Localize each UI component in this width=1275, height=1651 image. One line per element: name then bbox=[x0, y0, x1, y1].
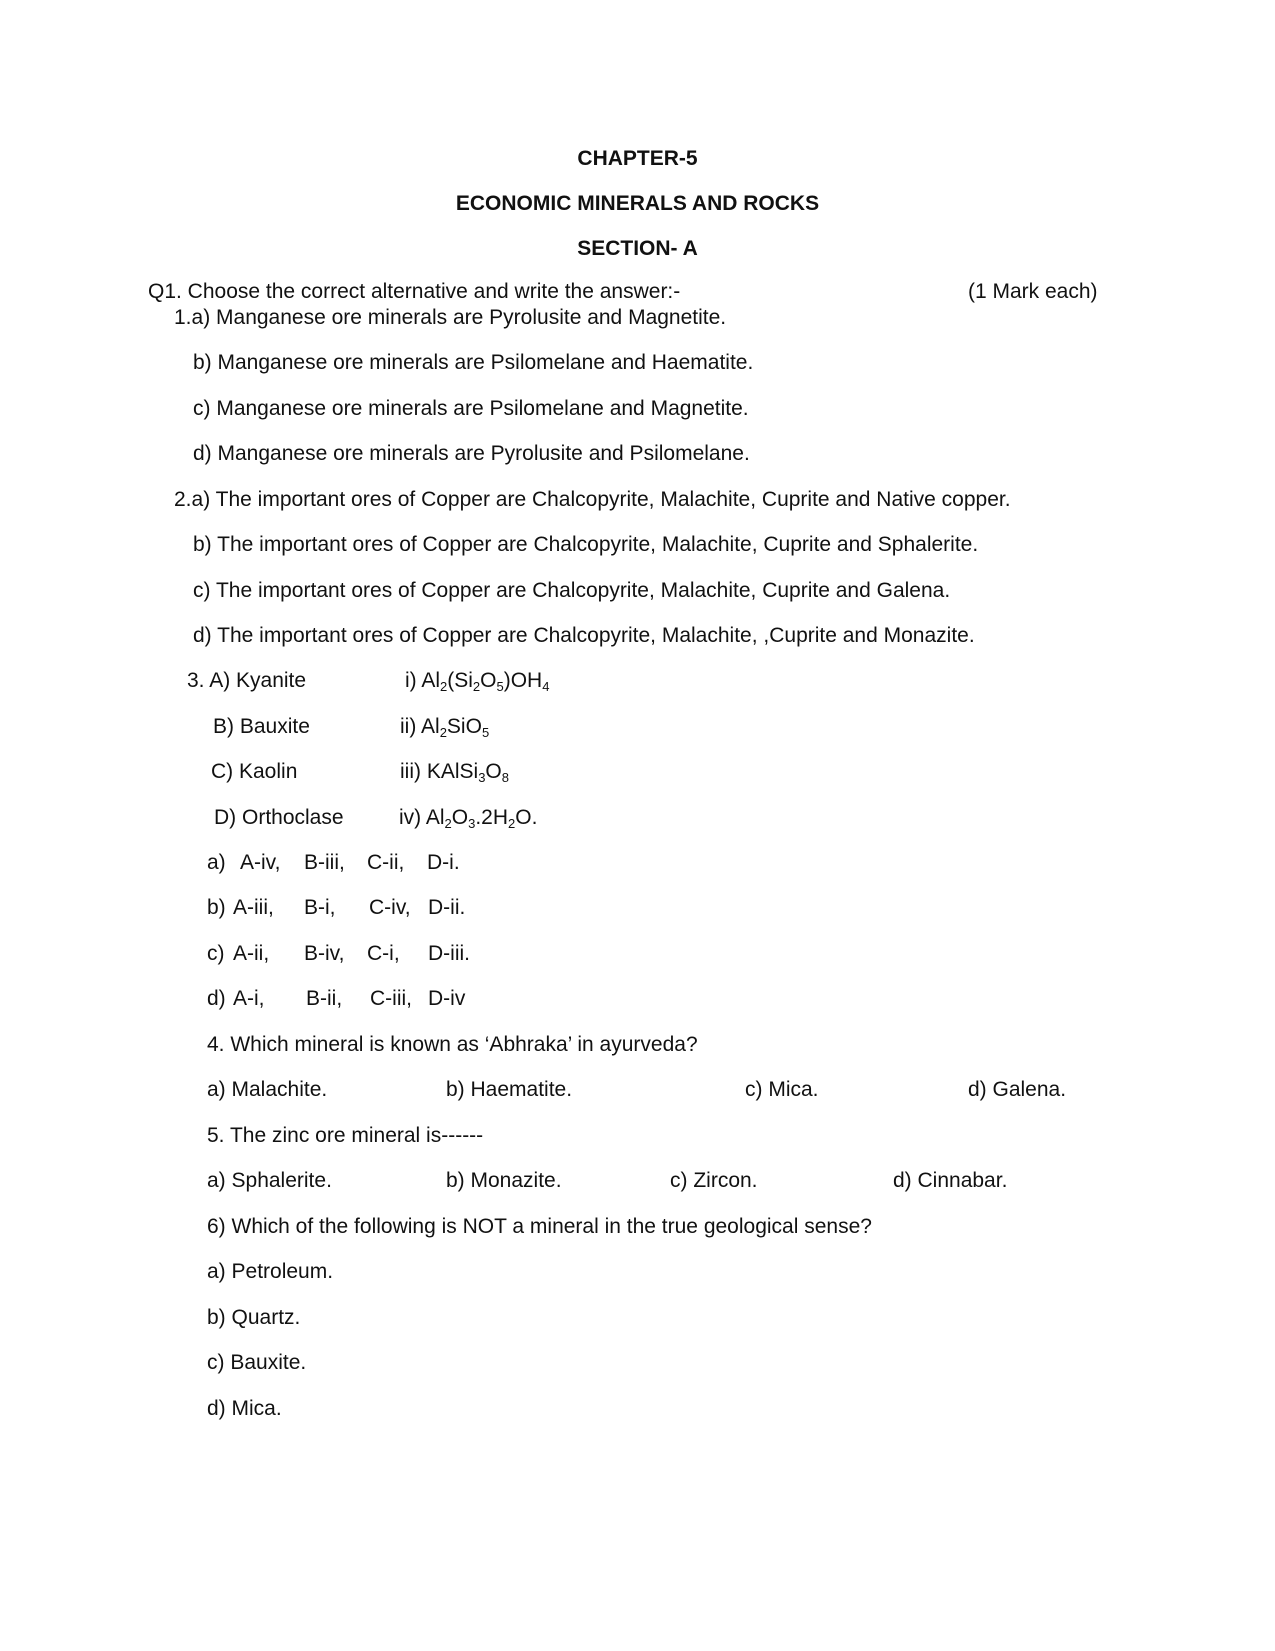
q1-option-c: c) Manganese ore minerals are Psilomelane and Magnetite. bbox=[193, 397, 749, 420]
q5-text: 5. The zinc ore mineral is------ bbox=[207, 1124, 484, 1147]
q5-option-c: c) Zircon. bbox=[670, 1169, 758, 1192]
q6-option-c: c) Bauxite. bbox=[207, 1351, 307, 1374]
q1-option-a: 1.a) Manganese ore minerals are Pyrolusite and Magnetite. bbox=[174, 306, 727, 329]
q3-left-b: B) Bauxite bbox=[213, 715, 310, 738]
q6-text: 6) Which of the following is NOT a mineral in the true geological sense? bbox=[207, 1215, 872, 1238]
q5-option-b: b) Monazite. bbox=[446, 1169, 562, 1192]
chapter-heading: CHAPTER-5 bbox=[577, 147, 698, 170]
q4-option-c: c) Mica. bbox=[745, 1078, 819, 1101]
q5-option-a: a) Sphalerite. bbox=[207, 1169, 332, 1192]
q3-left-a: 3. A) Kyanite bbox=[187, 669, 307, 692]
section-heading: SECTION- A bbox=[577, 237, 698, 260]
q2-option-c: c) The important ores of Copper are Chalcopyrite, Malachite, Cuprite and Galena. bbox=[193, 579, 951, 602]
q6-option-b: b) Quartz. bbox=[207, 1306, 301, 1329]
q1-marks: (1 Mark each) bbox=[968, 280, 1098, 303]
q4-option-b: b) Haematite. bbox=[446, 1078, 573, 1101]
q3-left-c: C) Kaolin bbox=[211, 760, 298, 783]
q3-formula-i: i) $Al_2(Si_2O_5)OH_4$ bbox=[405, 669, 550, 694]
q2-option-b: b) The important ores of Copper are Chalcopyrite, Malachite, Cuprite and Sphalerite. bbox=[193, 533, 979, 556]
q1-option-d: d) Manganese ore minerals are Pyrolusite and Psilomelane. bbox=[193, 442, 750, 465]
q4-option-a: a) Malachite. bbox=[207, 1078, 328, 1101]
q1-option-b: b) Manganese ore minerals are Psilomelane and Haematite. bbox=[193, 351, 754, 374]
chapter-title: ECONOMIC MINERALS AND ROCKS bbox=[455, 192, 820, 215]
q1-instruction: Q1. Choose the correct alternative and write the answer:- bbox=[148, 280, 681, 303]
q4-text: 4. Which mineral is known as ‘Abhraka’ in ayurveda? bbox=[207, 1033, 698, 1056]
q3-formula-iii: iii) $KAlSi_3O_8$ bbox=[400, 760, 509, 785]
q3-left-d: D) Orthoclase bbox=[214, 806, 344, 829]
q5-option-d: d) Cinnabar. bbox=[893, 1169, 1008, 1192]
q3-formula-iv: iv) $Al_2O_3.2H_2O$. bbox=[399, 806, 538, 831]
q2-option-d: d) The important ores of Copper are Chalcopyrite, Malachite, ,Cuprite and Monazite. bbox=[193, 624, 975, 647]
q3-formula-ii: ii) $Al_2SiO_5$ bbox=[400, 715, 490, 740]
q4-option-d: d) Galena. bbox=[968, 1078, 1067, 1101]
q2-option-a: 2.a) The important ores of Copper are Chalcopyrite, Malachite, Cuprite and Native copper. bbox=[174, 488, 1011, 511]
q6-option-d: d) Mica. bbox=[207, 1397, 282, 1420]
q6-option-a: a) Petroleum. bbox=[207, 1260, 334, 1283]
